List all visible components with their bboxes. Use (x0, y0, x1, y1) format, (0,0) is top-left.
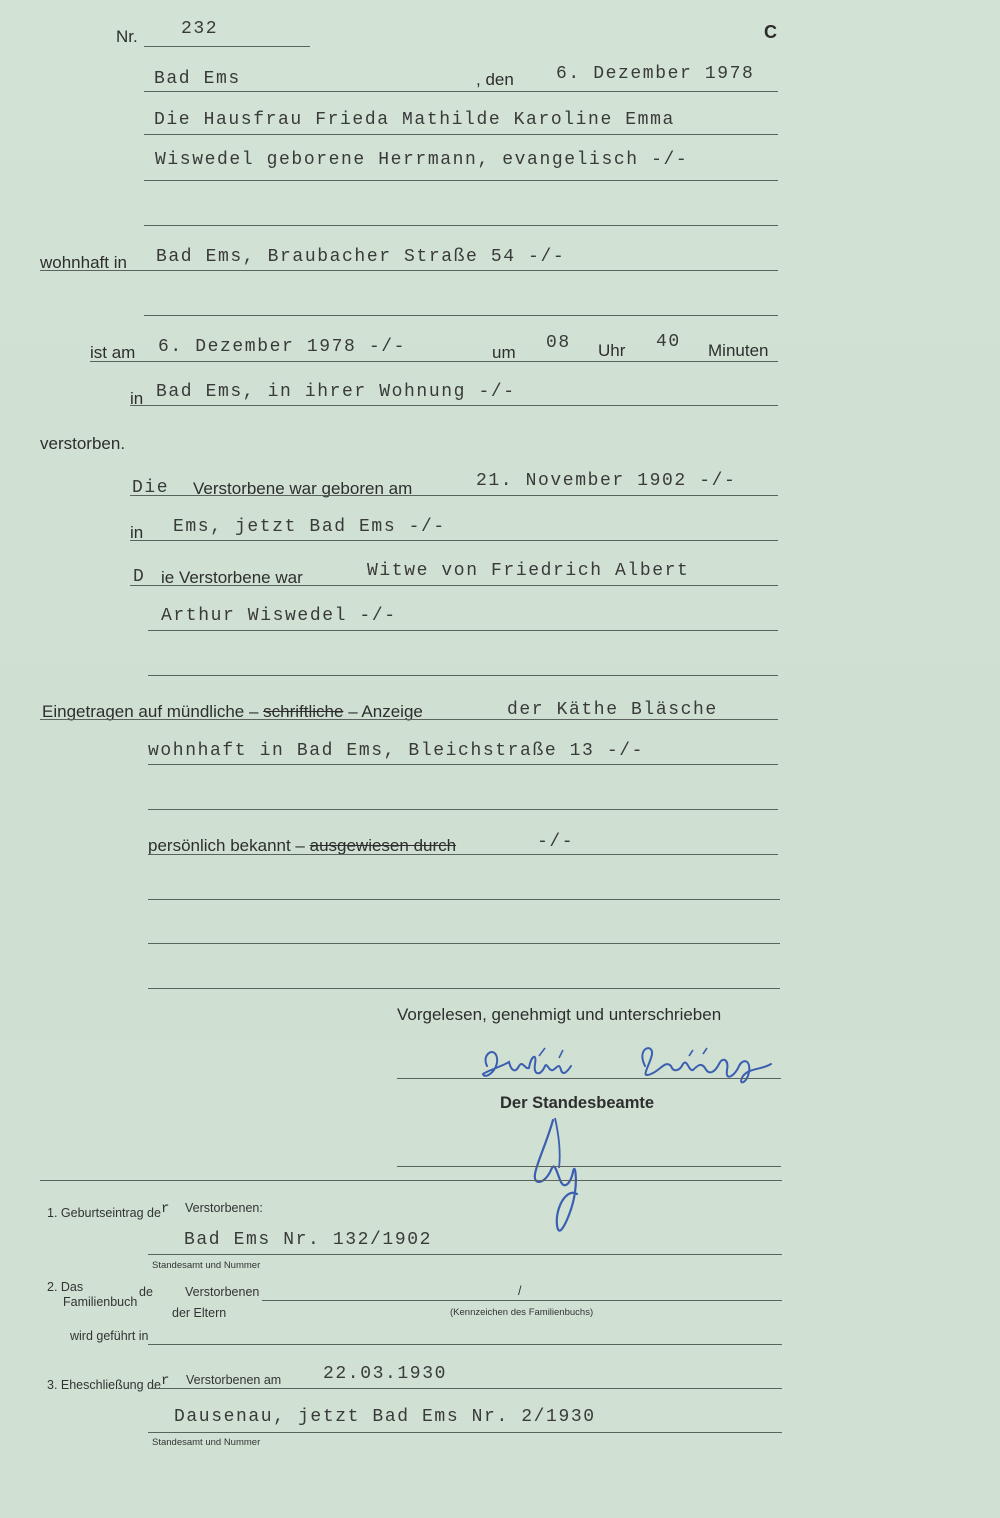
line-known (148, 854, 778, 855)
item1-standesamt-label: Standesamt und Nummer (152, 1260, 261, 1271)
item2-gefuehrt: wird geführt in (70, 1329, 149, 1343)
line-residence (40, 270, 778, 271)
read-approved-label: Vorgelesen, genehmigt und unterschrieben (397, 1005, 722, 1024)
line-marital-1 (130, 585, 778, 586)
line-header (144, 91, 778, 92)
line-item3-place (148, 1432, 782, 1433)
death-minute: 40 (656, 332, 681, 352)
item2-slash: / (518, 1284, 522, 1298)
footer-divider (40, 1180, 782, 1181)
line-person-3 (144, 225, 778, 226)
residence-label: wohnhaft in (40, 253, 127, 272)
registrar-label: Der Standesbeamte (500, 1094, 655, 1112)
line-marital-3 (148, 675, 778, 676)
marital-line-1: Witwe von Friedrich Albert (367, 561, 690, 581)
line-signature-1 (397, 1078, 781, 1079)
marital-label: ie Verstorbene war (161, 568, 303, 587)
den-label: , den (476, 70, 514, 89)
line-birth-place (130, 540, 778, 541)
line-item3-date (148, 1388, 782, 1389)
death-hour: 08 (546, 333, 571, 353)
corner-letter: C (764, 22, 777, 42)
line-item1 (148, 1254, 782, 1255)
line-signature-2 (397, 1166, 781, 1167)
item3-date: 22.03.1930 (323, 1364, 448, 1384)
verstorben-label: verstorben. (40, 434, 126, 453)
known-value: -/- (537, 832, 575, 852)
uhr-label: Uhr (598, 341, 626, 360)
report-label: Eingetragen auf mündliche – schriftliche – Anzeige (42, 702, 423, 721)
item2-kennzeichen: (Kennzeichen des Familienbuchs) (450, 1307, 594, 1318)
item1-suffix: Verstorbenen: (185, 1201, 263, 1215)
item1-label: 1. Geburtseintrag $de^r$ (47, 1201, 170, 1221)
um-label: um (492, 343, 516, 362)
item2-label: Familienbuch (63, 1295, 138, 1309)
person-line-1: Die Hausfrau Frieda Mathilde Karoline Emma (154, 110, 675, 130)
minuten-label: Minuten (708, 341, 769, 360)
birth-date: 21. November 1902 -/- (476, 471, 737, 491)
reporter-line-2: wohnhaft in Bad Ems, Bleichstraße 13 -/- (148, 741, 645, 761)
line-item2 (262, 1300, 782, 1301)
line-person-1 (144, 134, 778, 135)
item2-num: 2. Das (47, 1280, 84, 1294)
birth-place: Ems, jetzt Bad Ems -/- (173, 517, 446, 537)
line-report-2 (148, 764, 778, 765)
birth-die-prefix: Die (132, 478, 170, 498)
item2-de: de (139, 1285, 153, 1299)
line-blank-2 (148, 943, 780, 944)
header-place: Bad Ems (154, 69, 241, 89)
ist-am-label: ist am (90, 343, 136, 362)
death-in-label: in (130, 389, 144, 408)
known-label: persönlich bekannt – ausgewiesen durch (148, 836, 457, 855)
line-report-1 (40, 719, 778, 720)
nr-underline (144, 46, 310, 47)
line-report-3 (148, 809, 778, 810)
record-number: 232 (181, 19, 219, 39)
death-place: Bad Ems, in ihrer Wohnung -/- (156, 382, 516, 402)
line-marital-2 (148, 630, 778, 631)
birth-in-label: in (130, 523, 144, 542)
line-death-place (130, 405, 778, 406)
item2-eltern: der Eltern (172, 1306, 227, 1320)
line-blank-1 (148, 899, 780, 900)
reporter-signature (475, 1036, 785, 1092)
residence-value: Bad Ems, Braubacher Straße 54 -/- (156, 247, 566, 267)
birth-label: Verstorbene war geboren am (193, 479, 413, 498)
item1-value: Bad Ems Nr. 132/1902 (184, 1230, 433, 1250)
line-death-date (90, 361, 778, 362)
line-blank-3 (148, 988, 780, 989)
nr-label: Nr. (116, 27, 138, 46)
line-person-2 (144, 180, 778, 181)
marital-d-prefix: D (133, 567, 146, 587)
item2-verstorbenen: Verstorbenen (185, 1285, 260, 1299)
registrar-signature (525, 1112, 595, 1236)
item3-standesamt-label: Standesamt und Nummer (152, 1437, 261, 1448)
line-residence-2 (144, 315, 778, 316)
line-item2-gefuehrt (148, 1344, 782, 1345)
reporter-line-1: der Käthe Bläsche (507, 700, 718, 720)
marital-line-2: Arthur Wiswedel -/- (161, 606, 397, 626)
item3-label: 3. Eheschließung $de^r$ (47, 1373, 170, 1393)
item3-suffix: Verstorbenen am (186, 1373, 282, 1387)
header-date: 6. Dezember 1978 (556, 64, 755, 84)
line-birth-date (130, 495, 778, 496)
item3-place: Dausenau, jetzt Bad Ems Nr. 2/1930 (174, 1407, 596, 1427)
person-line-2: Wiswedel geborene Herrmann, evangelisch -/- (155, 150, 689, 170)
death-date: 6. Dezember 1978 -/- (158, 337, 407, 357)
